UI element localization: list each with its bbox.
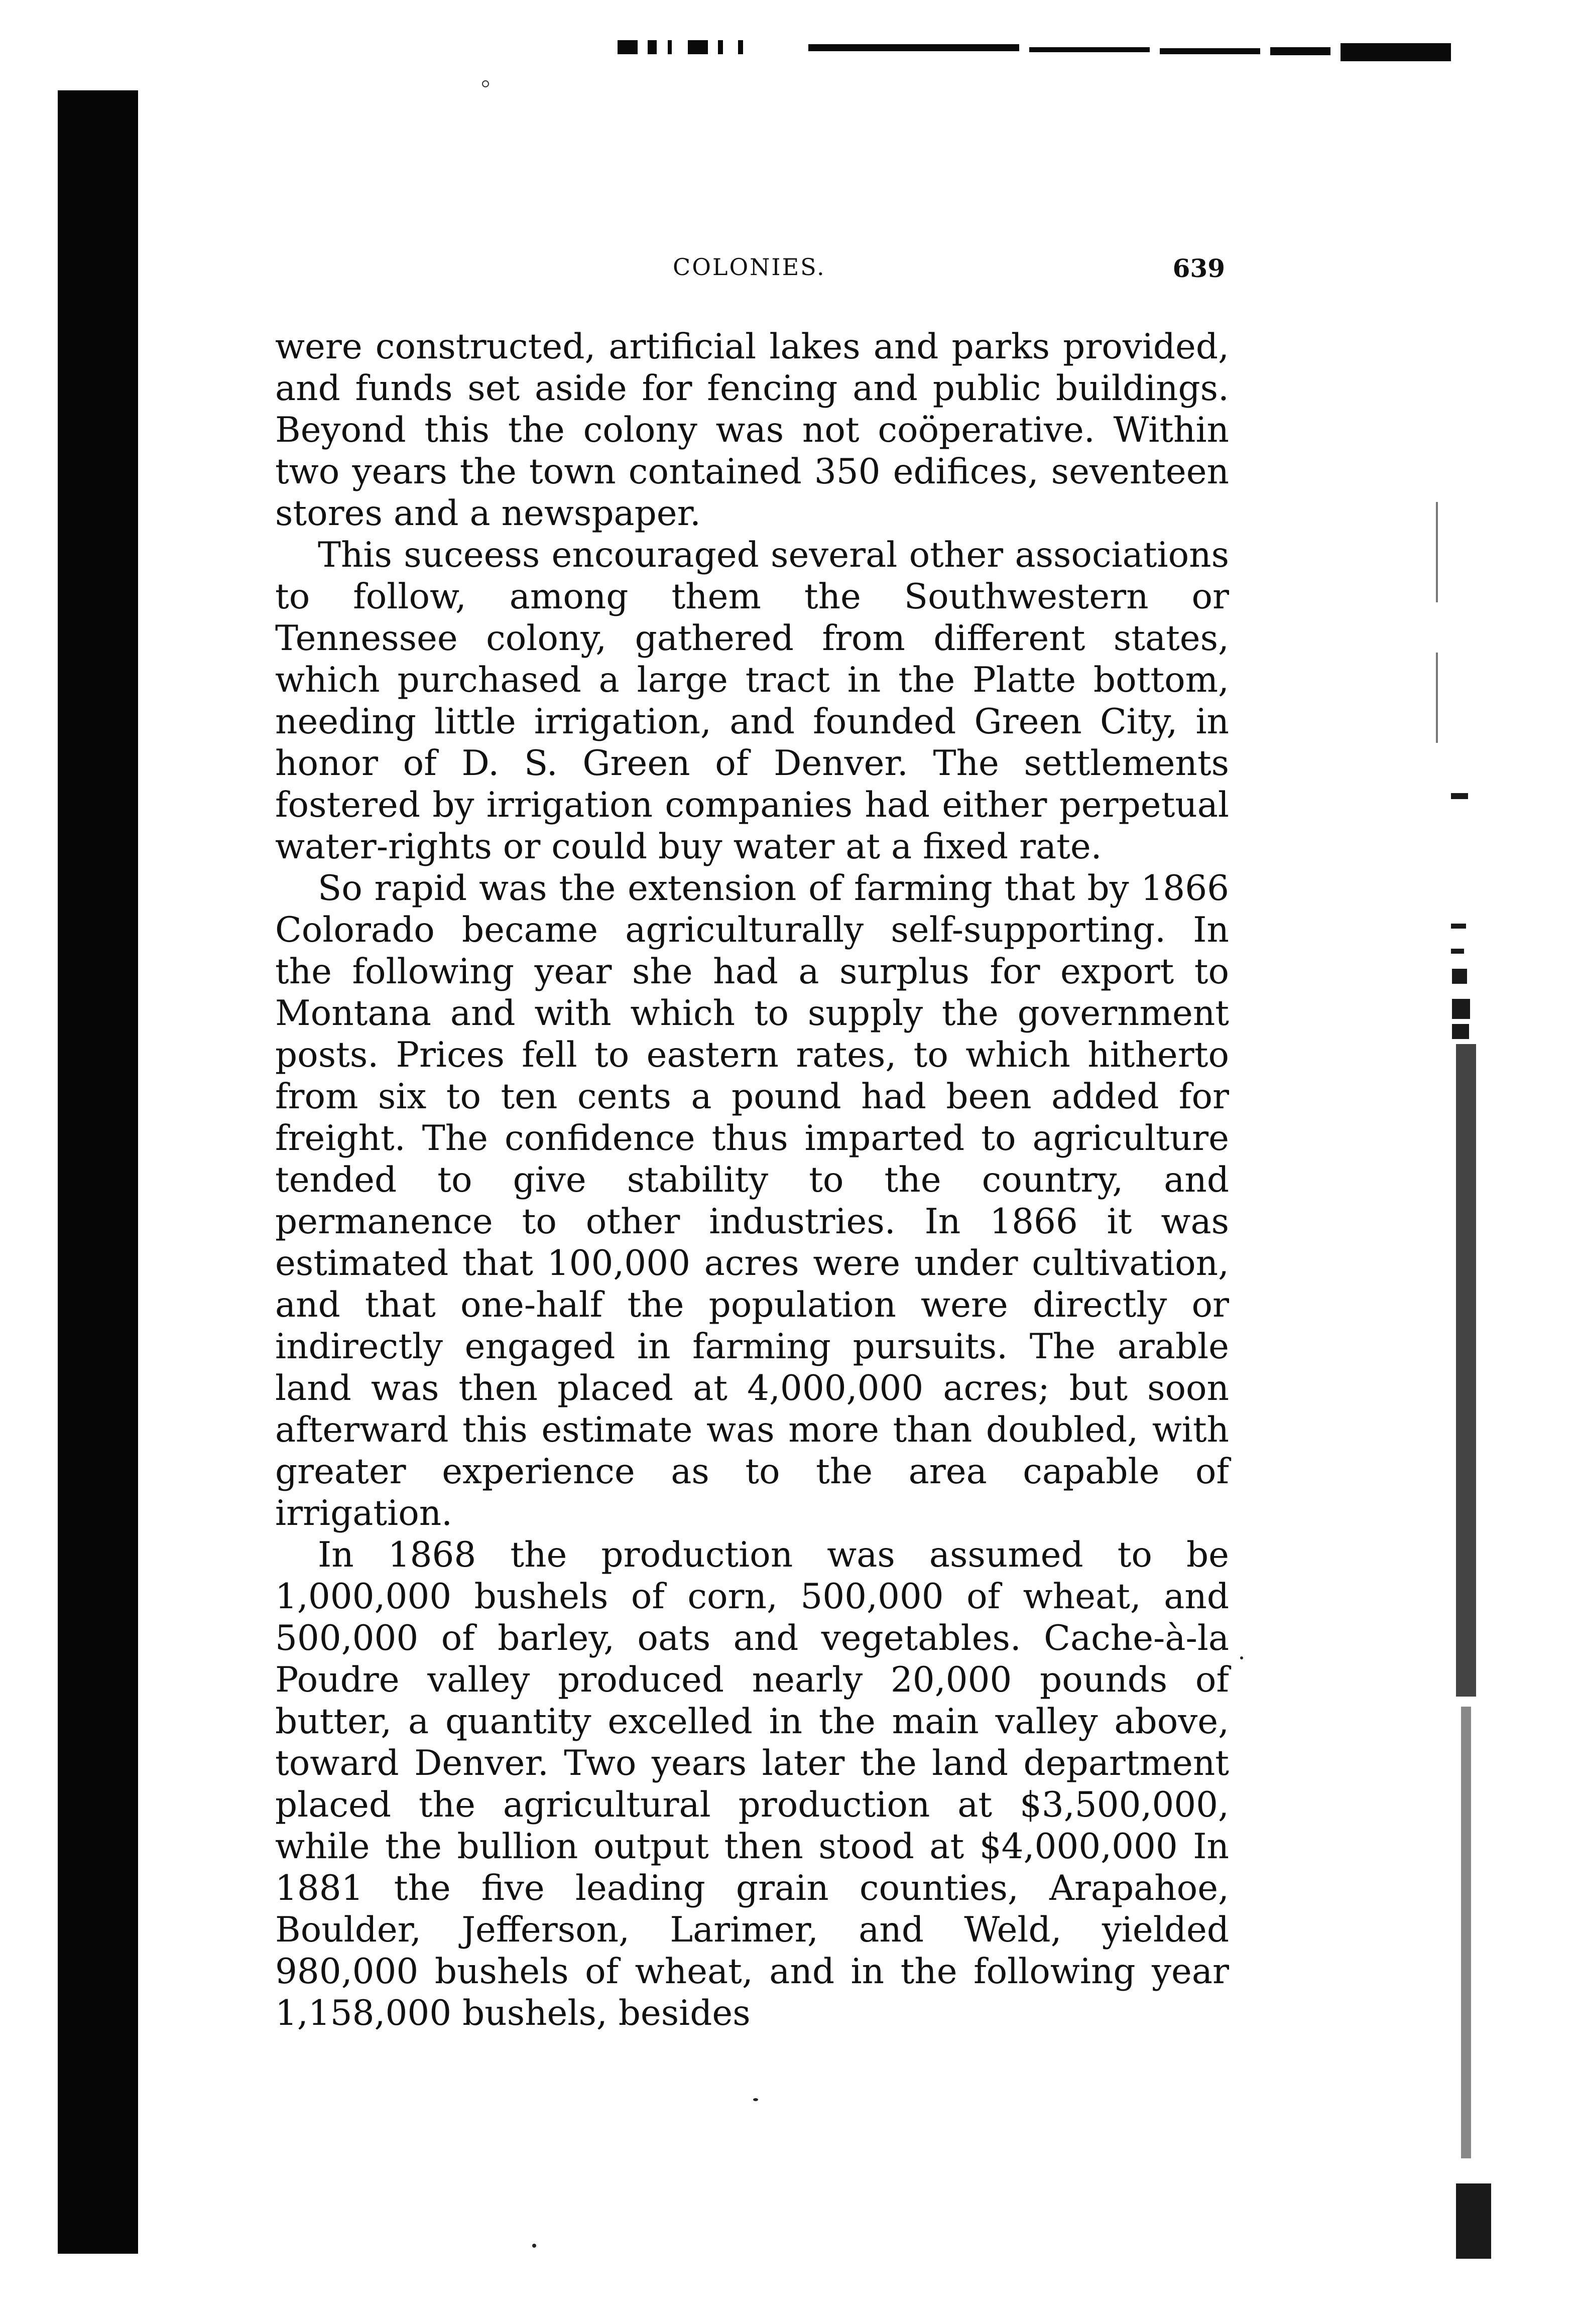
body-text [275,326,1229,2034]
running-title: COLONIES. [673,253,826,281]
paragraph: In 1868 the production was assumed to be 1,000,000 bushels of corn, 500,000 of wheat, and 500,000 of barley, oats and vegetables. Cache-à-la Poudre valley produced nearly 20,000 pounds of butter, a quantity excelled in the main valley above, toward Denver. Two years later the land department placed the agricultural production at $3,500,000, while the bullion output then stood at $4,000,000 In 1881 the five leading grain counties, Arapahoe, Boulder, Jefferson, Larimer, and Weld, yielded 980,000 bushels of wheat, and in the following year 1,158,000 bushels, besides [275,1535,1229,2033]
scan-speck [532,2244,536,2248]
paragraph: This suceess encouraged several other associations to follow, among them the Southwestern or Tennessee colony, gathered from different states, which purchased a large tract in the Platte bottom, needing little irrigation, and founded Green City, in honor of D. S. Green of Denver. The settlements fostered by irrigation companies had either perpetual water-rights or could buy water at a fixed rate. [275,535,1229,867]
scan-edge-top [618,35,1451,65]
scan-speck [482,80,489,87]
paragraph: So rapid was the extension of farming that by 1866 Colorado became agriculturally self-supporting. In the following year she had a surplus for export to Montana and with which to supply the government posts. Prices fell to eastern rates, to which hitherto from six to ten cents a pound had been added for freight. The confidence thus imparted to agriculture tended to give stability to the country, and permanence to other industries. In 1866 it was estimated that 100,000 acres were under cultivation, and that one-half the population were directly or indirectly engaged in farming pursuits. The arable land was then placed at 4,000,000 acres; but soon afterward this estimate was more than doubled, with greater experience as to the area capable of irrigation. [275,868,1229,1533]
binding-shadow [58,90,138,2254]
page-number: 639 [1172,253,1225,283]
scan-speck [1240,1656,1243,1659]
scan-speck [753,2098,758,2101]
running-head [281,253,1225,294]
paragraph: were constructed, artificial lakes and parks provided, and funds set aside for fencing and public buildings. Beyond this the colony was not coöperative. Within two years the town contained 350 edifices, seventeen stores and a newspaper. [275,327,1229,534]
scan-edge-right [1421,100,1541,2259]
